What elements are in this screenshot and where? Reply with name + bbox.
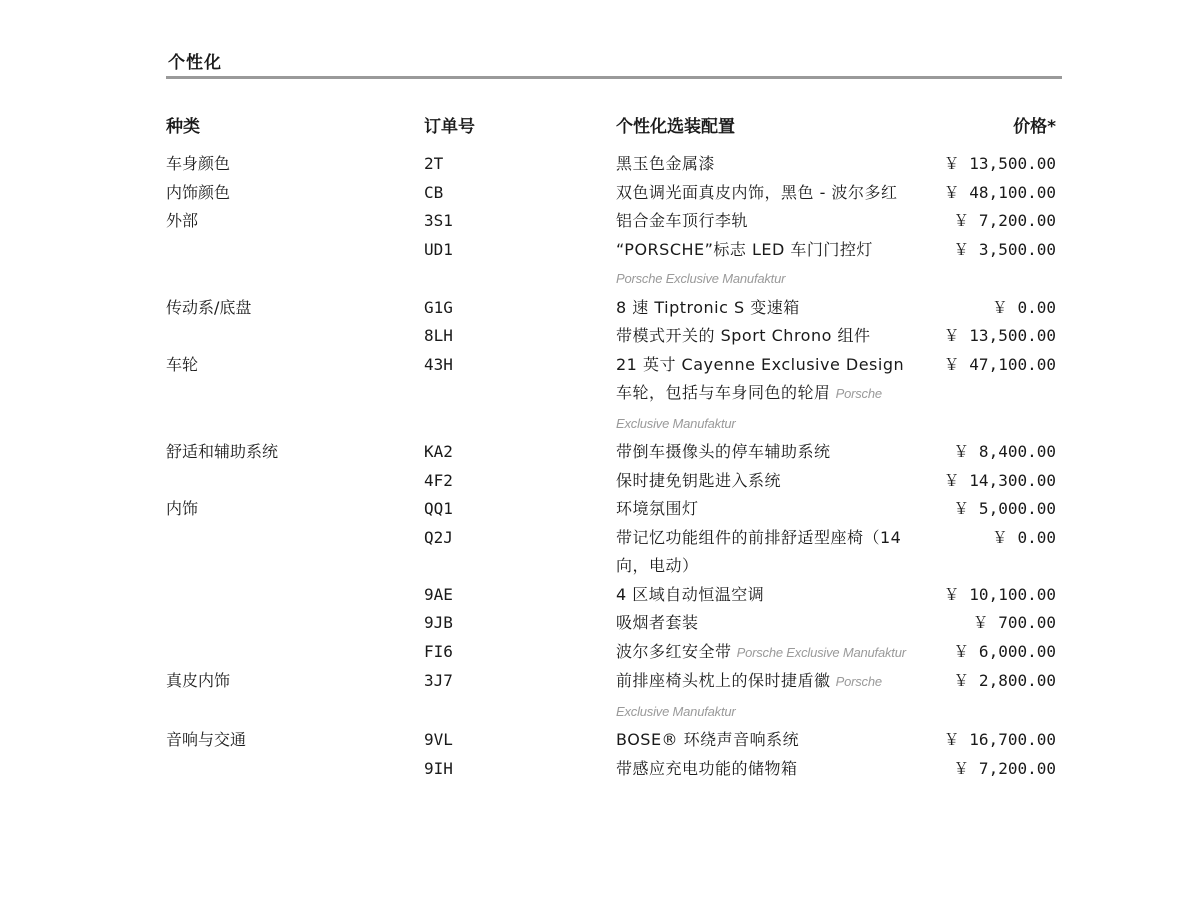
table-row [166, 609, 1056, 638]
row-option-description: 保时捷免钥匙进入系统 [616, 470, 782, 490]
row-option-cell [616, 438, 916, 467]
row-option-cell [616, 524, 916, 581]
row-category: 外部 [166, 211, 199, 230]
row-order-code: 3S1 [424, 211, 453, 230]
row-price: ￥ 10,100.00 [943, 584, 1056, 604]
row-option-cell [616, 351, 916, 439]
row-price: ￥ 7,200.00 [953, 211, 1056, 230]
table-row [166, 726, 1056, 755]
row-option-cell [616, 755, 916, 784]
row-category: 内饰颜色 [166, 182, 231, 202]
row-option-cell [616, 150, 916, 179]
row-option-description: 带模式开关的 Sport Chrono 组件 [616, 326, 871, 345]
row-option-description: BOSE® 环绕声音响系统 [616, 730, 800, 749]
row-order-code: 9JB [424, 613, 453, 632]
row-category: 传动系/底盘 [166, 297, 252, 317]
table-row [166, 207, 1056, 236]
row-price: ￥ 16,700.00 [943, 730, 1056, 749]
row-manufaktur-note: Porsche Exclusive Manufaktur [616, 386, 882, 431]
table-header [166, 106, 1056, 150]
row-option-description: 前排座椅头枕上的保时捷盾徽 [616, 671, 831, 690]
row-category: 车轮 [166, 354, 199, 374]
row-option-description: 8 速 Tiptronic S 变速箱 [616, 297, 800, 317]
row-option-cell [616, 581, 916, 610]
row-order-code: KA2 [424, 442, 453, 461]
table-row [166, 179, 1056, 208]
row-price: ￥ 6,000.00 [953, 641, 1056, 661]
row-order-code: 9IH [424, 758, 453, 778]
row-option-cell [616, 467, 916, 496]
row-price: ￥ 13,500.00 [943, 154, 1056, 173]
table-row [166, 150, 1056, 179]
row-price: ￥ 13,500.00 [943, 326, 1056, 345]
row-option-cell [616, 726, 916, 755]
row-option-description: 带记忆功能组件的前排舒适型座椅（14 向，电动） [616, 527, 902, 575]
row-order-code: 8LH [424, 326, 453, 345]
header-option: 个性化选装配置 [616, 117, 735, 137]
row-option-description: 黑玉色金属漆 [616, 154, 716, 173]
row-price: ￥ 0.00 [991, 297, 1056, 317]
row-manufaktur-note: Porsche Exclusive Manufaktur [736, 644, 906, 660]
row-price: ￥ 5,000.00 [953, 499, 1056, 518]
row-category: 音响与交通 [166, 730, 247, 749]
row-order-code: 4F2 [424, 470, 453, 490]
row-order-code: 43H [424, 354, 453, 374]
row-order-code: 9VL [424, 730, 453, 749]
row-option-cell [616, 179, 916, 208]
row-option-cell [616, 638, 916, 668]
row-option-description: 双色调光面真皮内饰，黑色 - 波尔多红 [616, 182, 898, 202]
table-row [166, 351, 1056, 439]
row-order-code: 2T [424, 154, 444, 173]
row-option-description: 带倒车摄像头的停车辅助系统 [616, 442, 831, 461]
row-order-code: 3J7 [424, 671, 453, 690]
row-category: 车身颜色 [166, 154, 231, 173]
section-title: 个性化 [168, 53, 222, 73]
row-price: ￥ 3,500.00 [953, 239, 1056, 259]
row-option-description: 21 英寸 Cayenne Exclusive Design 车轮，包括与车身同色的轮眉 [616, 354, 905, 402]
row-manufaktur-note: Porsche Exclusive Manufaktur [616, 271, 786, 286]
row-option-description: 4 区域自动恒温空调 [616, 584, 765, 604]
row-option-cell [616, 667, 916, 726]
row-order-code: 9AE [424, 584, 453, 604]
row-order-code: QQ1 [424, 499, 453, 518]
row-price: ￥ 47,100.00 [943, 354, 1056, 374]
table-row [166, 755, 1056, 784]
row-option-cell [616, 236, 916, 294]
row-order-code: Q2J [424, 527, 453, 547]
row-order-code: UD1 [424, 239, 453, 259]
row-option-description: 波尔多红安全带 [616, 641, 732, 661]
table-row [166, 581, 1056, 610]
row-option-description: 铝合金车顶行李轨 [616, 211, 749, 230]
divider [166, 76, 1062, 79]
row-category: 真皮内饰 [166, 671, 231, 690]
header-order-no: 订单号 [424, 117, 475, 137]
row-category: 内饰 [166, 499, 199, 518]
row-option-cell [616, 609, 916, 638]
row-price: ￥ 14,300.00 [943, 470, 1056, 490]
row-option-cell [616, 495, 916, 524]
row-order-code: CB [424, 182, 444, 202]
row-option-description: 带感应充电功能的储物箱 [616, 758, 798, 778]
row-order-code: FI6 [424, 641, 453, 661]
header-category: 种类 [166, 117, 200, 137]
row-manufaktur-note: Porsche Exclusive Manufaktur [616, 674, 882, 719]
table-row [166, 322, 1056, 351]
table-row [166, 294, 1056, 323]
row-option-description: “PORSCHE”标志 LED 车门门控灯 [616, 239, 873, 259]
table-row [166, 438, 1056, 467]
row-price: ￥ 700.00 [972, 613, 1056, 632]
row-price: ￥ 7,200.00 [953, 758, 1056, 778]
row-price: ￥ 8,400.00 [953, 442, 1056, 461]
row-option-cell [616, 322, 916, 351]
row-option-description: 环境氛围灯 [616, 499, 699, 518]
table-row [166, 236, 1056, 294]
row-price: ￥ 0.00 [991, 527, 1056, 547]
row-price: ￥ 48,100.00 [943, 182, 1056, 202]
table-body [166, 150, 1056, 783]
table-row [166, 467, 1056, 496]
row-price: ￥ 2,800.00 [953, 671, 1056, 690]
row-option-description: 吸烟者套装 [616, 613, 699, 632]
row-option-cell [616, 207, 916, 236]
table-row [166, 495, 1056, 524]
header-price: 价格* [1013, 117, 1056, 137]
table-row [166, 638, 1056, 668]
row-category: 舒适和辅助系统 [166, 442, 279, 461]
table-row [166, 667, 1056, 726]
row-order-code: G1G [424, 297, 453, 317]
table-row [166, 524, 1056, 581]
options-table [166, 106, 1056, 783]
row-option-cell [616, 294, 916, 323]
